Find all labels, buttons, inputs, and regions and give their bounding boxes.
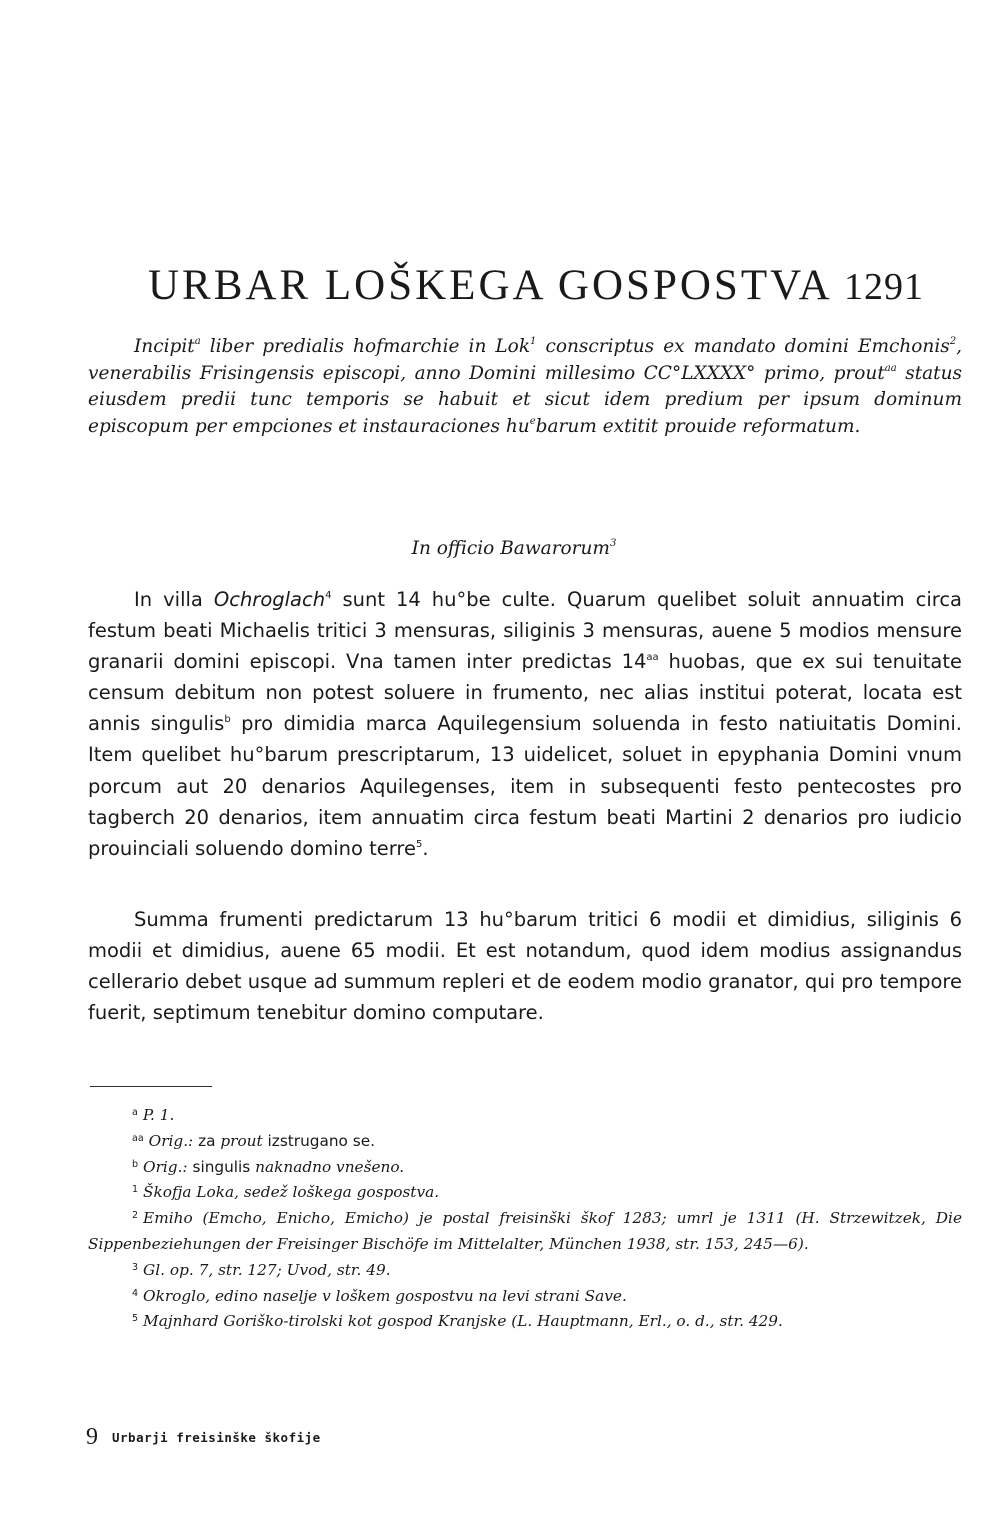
footnote-mark: 4 (132, 1287, 139, 1299)
footnote-mark: 3 (132, 1261, 139, 1273)
footnote-marker: a (194, 336, 201, 347)
footnote-mark: 1 (132, 1184, 139, 1196)
footnote-text: Okroglo, edino naselje v loškem gospostvu na levi strani Save. (143, 1286, 627, 1305)
footnote-text: Škofja Loka, sedež loškega gospostva. (143, 1183, 440, 1202)
footnote-text: Majnhard Goriško-tirolski kot gospod Kranjske (L. Hauptmann, Erl., o. d., str. 429. (143, 1312, 783, 1331)
section-heading (0, 536, 1000, 562)
footnote-mark: aa (132, 1132, 144, 1144)
footnote-mark: b (132, 1158, 139, 1170)
footnote-text: za (193, 1131, 221, 1150)
footnote-text: Orig.: (143, 1157, 188, 1176)
footnote-mark: 2 (132, 1210, 139, 1222)
running-title: Urbarji freisinške škofije (112, 1430, 321, 1445)
body-paragraph (88, 904, 962, 1028)
incipit-text: conscriptus ex mandato domini Emchonis (536, 336, 950, 357)
footnote-marker: aa (646, 652, 659, 664)
incipit-text: liber predialis hofmarchie in Lok (200, 336, 531, 357)
page-number: 9 (86, 1424, 98, 1450)
footnote (88, 1103, 962, 1129)
footnote-text: naknadno vnešeno. (250, 1157, 405, 1176)
title-text: URBAR LOŠKEGA GOSPOSTVA (148, 262, 831, 309)
footnote (88, 1309, 962, 1335)
body-paragraph (88, 584, 962, 864)
footnotes (88, 1103, 962, 1335)
footnote-marker: b (224, 714, 231, 726)
footnote-marker: 1 (530, 336, 537, 347)
footnote (88, 1284, 962, 1310)
footnote (88, 1155, 962, 1181)
footnote-marker: 4 (325, 590, 332, 601)
footnote (88, 1180, 962, 1206)
footnote-mark: 5 (132, 1313, 139, 1325)
title-year: 1291 (844, 266, 925, 308)
section-heading-text: In officio Bawarorum (411, 538, 610, 559)
place-name: Ochroglach (213, 588, 326, 611)
page-title (148, 258, 928, 315)
incipit-paragraph (88, 334, 962, 440)
footnote-text: prout (220, 1131, 263, 1150)
body-text: huobas, que ex sui tenuitate censum debitum non potest soluere in frumento, nec alias institui poterat, locata est annis singulis (88, 650, 962, 736)
footnote-separator (90, 1086, 212, 1087)
footnote-marker: 5 (416, 838, 423, 850)
footnote-marker: 2 (949, 336, 957, 347)
footnote (88, 1129, 962, 1155)
footnote (88, 1206, 962, 1258)
page-footer (86, 1424, 486, 1451)
body-text: Summa frumenti predictarum 13 hu°barum tritici 6 modii et dimidius, siliginis 6 modii et dimidius, auene 65 modii. Et est notandum, quod idem modius assignandus cellerario debet usque ad summum repleri et de eodem modio granator, qui pro tempore fuerit, septimum tenebitur domino computare. (88, 908, 962, 1025)
footnote-mark: a (132, 1107, 138, 1118)
incipit-text: status eiusdem predii tunc temporis se habuit et sicut idem predium per ipsum dominum episcopum per empciones et instauraciones hu (88, 362, 962, 437)
incipit-word: Incipit (134, 336, 195, 357)
body-text: pro dimidia marca Aquilegensium soluenda in festo natiuitatis Domini. Item quelibet hu°barum prescriptarum, 13 uidelicet, soluet in epyphania Domini vnum porcum aut 20 denarios Aquilegenses, item in subsequenti festo pentecostes pro tagberch 20 denarios, item annuatim circa festum beati Martini 2 denarios pro iudicio prouinciali soluendo domino terre (88, 712, 962, 860)
footnote-marker: aa (884, 362, 897, 374)
body-text: sunt 14 hu°be culte. Quarum quelibet soluit annuatim circa festum beati Michaelis tritici 3 mensuras, siliginis 3 mensuras, auene 5 modios mensure granarii domini episcopi. Vna tamen inter predictas 14 (88, 588, 962, 674)
footnote-text: Gl. op. 7, str. 127; Uvod, str. 49. (143, 1260, 391, 1279)
footnote-text: izstrugano se. (262, 1131, 376, 1150)
body-text: In villa (134, 588, 214, 611)
incipit-text: , venerabilis Frisingensis episcopi, anno Domini millesimo CC°LXXXX° primo, prout (88, 336, 962, 384)
body-text: . (422, 836, 429, 860)
footnote-text: singulis (192, 1157, 251, 1176)
footnote-marker: e (529, 415, 536, 427)
footnote-marker: 3 (609, 538, 617, 549)
incipit-text: barum extitit prouide reformatum. (535, 415, 861, 437)
footnote (88, 1258, 962, 1284)
footnote-text: Emiho (Emcho, Enicho, Emicho) je postal freisinški škof 1283; umrl je 1311 (H. Strzewitzek, Die Sippenbeziehungen der Freisinger Bischöfe im Mittelalter, München 1938, str. 153, 245—6). (88, 1209, 962, 1253)
footnote-text: P. 1. (142, 1106, 175, 1124)
footnote-text: Orig.: (148, 1131, 194, 1150)
